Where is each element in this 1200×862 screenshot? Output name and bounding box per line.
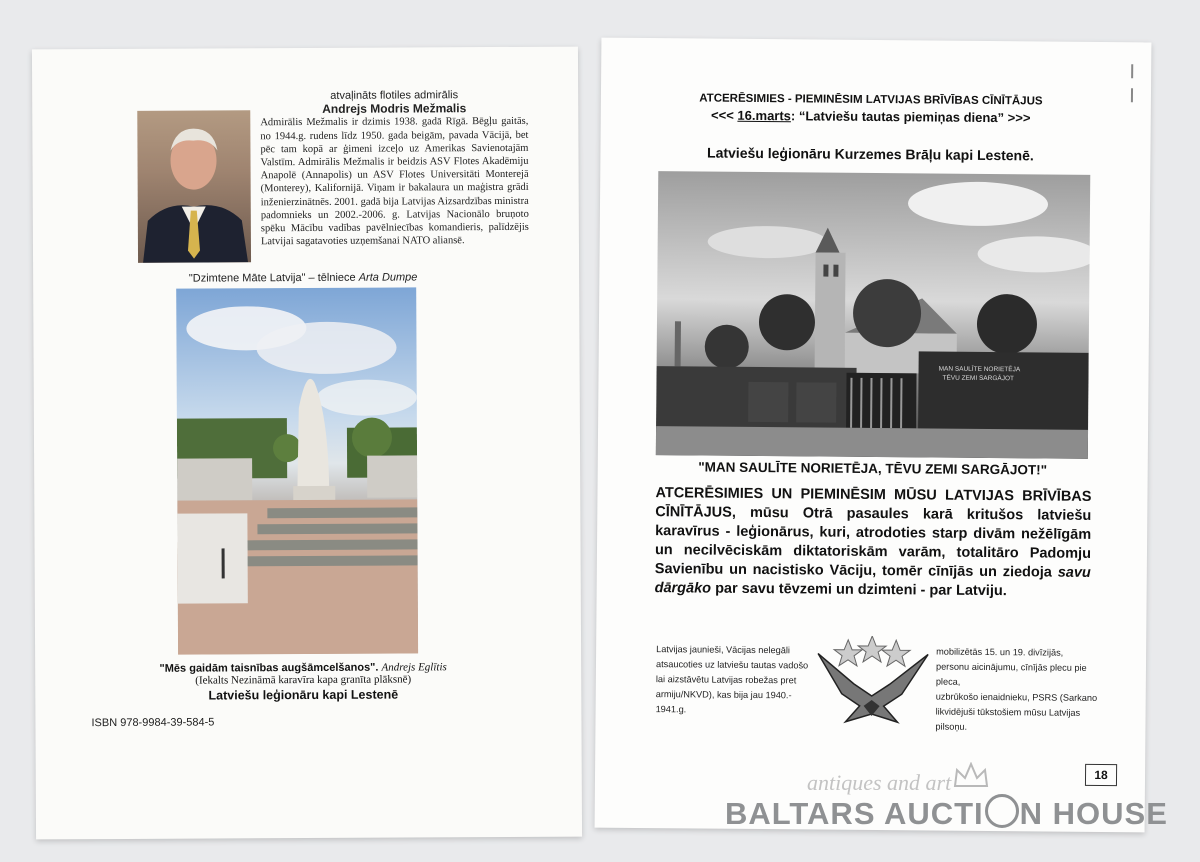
quote-text: "Mēs gaidām taisnības augšāmcelšanos". (159, 661, 379, 675)
legion-text-left-line: lai aizstāvētu Latvijas robežas pret (655, 674, 797, 686)
sculpture-caption-text: "Dzimtene Māte Latvija" – tēlniece (188, 271, 356, 285)
main-text (655, 484, 1092, 602)
crown-icon (953, 762, 989, 793)
header-line1: ATCERĒSIMIES - PIEMINĒSIM LATVIJAS BRĪVĪBAS CĪNĪTĀJUS (699, 92, 1043, 108)
quote-author: Andrejs Eglītis (381, 661, 447, 674)
legion-text-right-line: likvidējuši tūkstošiem mūsu Latvijas pilsoņu. (935, 706, 1081, 732)
auction-watermark (725, 770, 1168, 832)
eagle-emblem-icon (813, 635, 932, 728)
sculptor-name: Arta Dumpe (358, 271, 418, 284)
main-text-italic: savu dārgāko (654, 564, 1091, 597)
legion-text-right-line: mobilizētās 15. un 19. divīzijās, (936, 646, 1064, 658)
left-page (32, 47, 582, 840)
main-text-part1: ATCERĒSIMIES UN PIEMINĒSIM MŪSU LATVIJAS BRĪVĪBAS CĪNĪTĀJUS, mūsu Otrā pasaules karā kritušos latviešu karavīrus - leģionārus, kuri, atrodoties starp divām nežēlīgām un necilvēciskām diktatoriskām varām, totalitāro Padomju Savienību un nacistisko Vāciju, tomēr cīnījās un ziedoja (654, 485, 1092, 581)
header-date: 16.marts (737, 107, 792, 124)
legion-text-left-line: atsaucoties uz latviešu tautas vadošo (655, 659, 809, 671)
motto: "MAN SAULĪTE NORIETĒJA, TĒVU ZEMI SARGĀJOT!" (698, 459, 1048, 478)
legion-text-right-line: uzbrūkošo ienaidnieku, PSRS (Sarkano (935, 691, 1098, 703)
bio-rank: atvaļināts flotiles admirālis (330, 89, 459, 102)
church-photo (656, 171, 1090, 459)
wall-inscription-line1: MAN SAULĪTE NORIETĒJA (938, 365, 1021, 374)
cemetery-title: Latviešu leģionāru kapi Lestenē (208, 687, 399, 703)
bio-text: Admirālis Mežmalis ir dzimis 1938. gadā Rīgā. Bēgļu gaitās, no 1944.g. rudens līdz 1950. gada beigām, pavada Vācijā, bet pēc tam kopā ar ģimeni izceļo uz Amerikas Savienotajām Valstīm. Admirālis Mežmalis ir beidzis ASV Flotes Akadēmiju Anapolē (Annapolis) un ASV Flotes Universitāti Monterejā (Monterey), Kalifornijā. Viņam ir bakalaura un maģistra grādi inženierzinātnēs. 2001. gadā bija Latvijas Aizsardzības ministra padomnieks un 2002.-2006. g. Latvijas Nacionālo bruņoto spēku Mācību vadības pavēlniecības komandieris, palīdzējis Latvijai sagatavoties uzņemšanai NATO aliansē. (260, 116, 529, 248)
wall-inscription-line2: TĒVU ZEMI SARGĀJOT (942, 374, 1015, 383)
legion-text-right-line: personu aicinājumu, cīnījās plecu pie pleca, (935, 661, 1087, 687)
legion-text-left-line: armiju/NKVD), kas bija jau 1940.- 1941.g. (655, 689, 792, 715)
monument-photo (176, 287, 418, 654)
legion-text-right (935, 645, 1111, 737)
bio-name: Andrejs Modris Mežmalis (322, 101, 467, 117)
legion-text-left-line: Latvijas jaunieši, Vācijas nelegāli (656, 644, 790, 656)
right-page (595, 38, 1152, 833)
quote-block (133, 661, 473, 703)
watermark-tagline: antiques and art (807, 770, 952, 795)
header-line2 (621, 107, 1121, 126)
watermark-brand-part1: BALTARS AUCTI (725, 796, 984, 831)
sculpture-caption (173, 271, 433, 284)
watermark-o-ring-icon (985, 794, 1019, 828)
quote-note: (Iekalts Nezināmā karavīra kapa granīta plāksnē) (195, 673, 412, 687)
subtitle: Latviešu leģionāru Kurzemes Brāļu kapi Lestenē. (706, 144, 1034, 164)
watermark-brand (725, 794, 1168, 832)
isbn: ISBN 978-9984-39-584-5 (91, 716, 215, 730)
header-rest: : “Latviešu tautas piemiņas diena” >>> (790, 108, 1031, 126)
staple-mark (1131, 88, 1133, 102)
legion-text-left (656, 642, 822, 718)
watermark-brand-part2: N HOUSE (1019, 796, 1168, 831)
staple-mark (1131, 64, 1133, 78)
bio-block (260, 89, 529, 249)
main-text-part2: par savu tēvzemi un dzimteni - par Latviju. (715, 580, 1007, 600)
header-prefix: <<< (711, 107, 738, 123)
page-number: 18 (1085, 764, 1117, 786)
admiral-portrait-photo (137, 110, 251, 263)
